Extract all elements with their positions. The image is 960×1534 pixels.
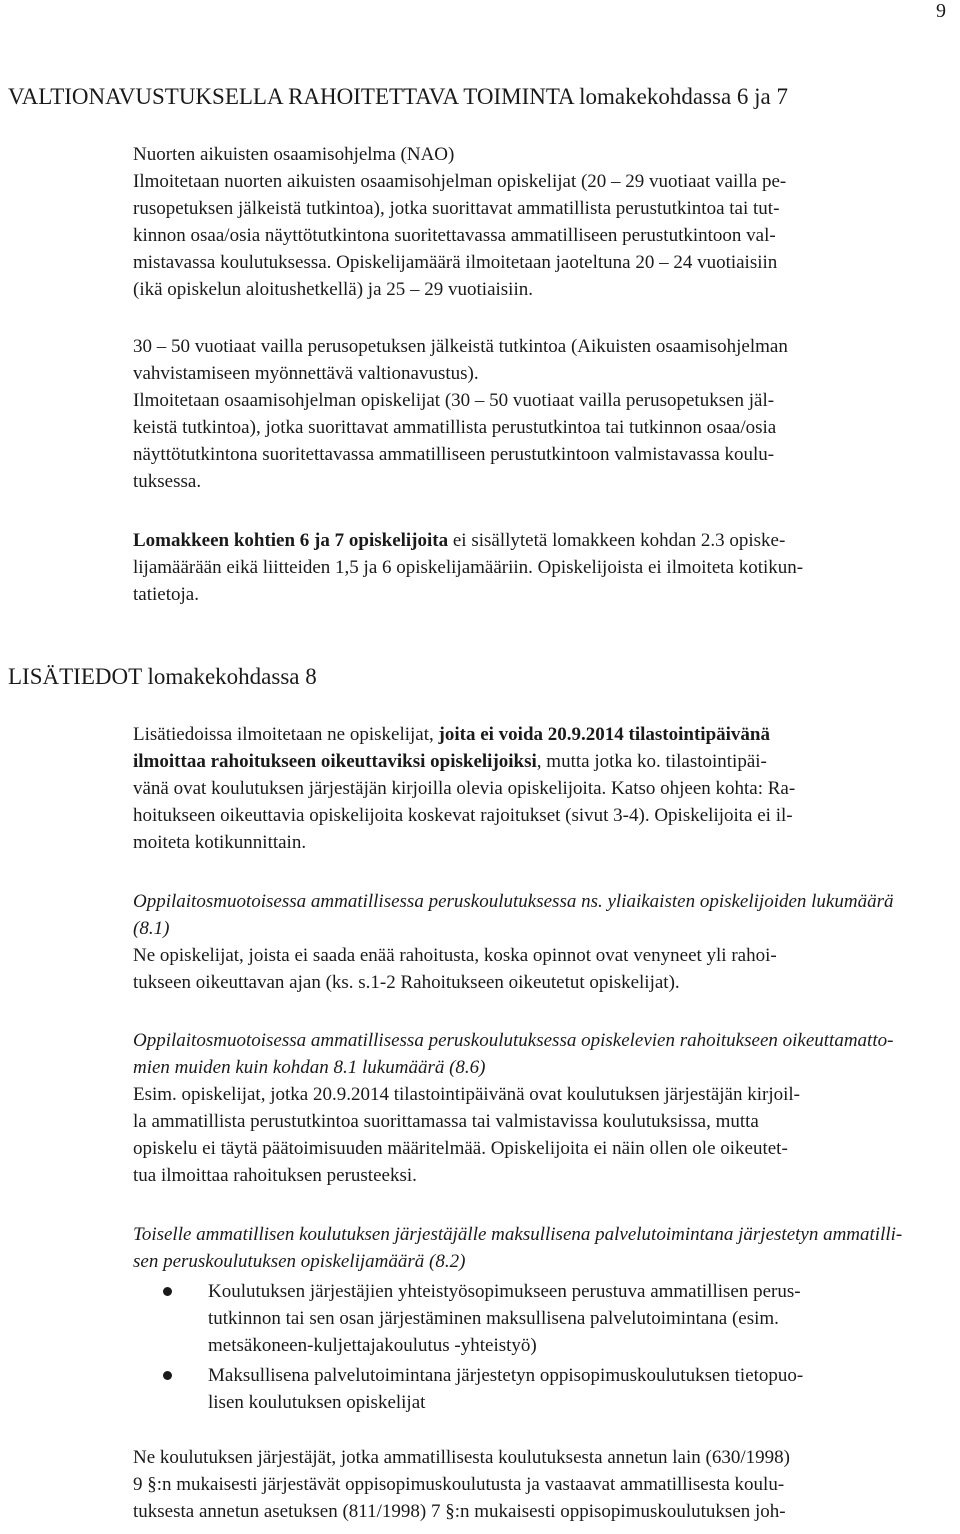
aikuisten-paragraph	[133, 333, 953, 495]
bold-phrase: joita ei voida 20.9.2014 tilastointipäivänä	[438, 724, 770, 745]
text-line: metsäkoneen-kuljettajakoulutus -yhteistyö)	[208, 1335, 537, 1356]
bullet-list	[133, 1278, 953, 1416]
text-line: lijamäärään eikä liitteiden 1,5 ja 6 opiskelijamääriin. Opiskelijoista ei ilmoiteta kotikun-	[133, 557, 804, 578]
lomake-note-paragraph	[133, 527, 953, 608]
page-number: 9	[936, 0, 946, 22]
text-fragment: , mutta jotka ko. tilastointipäi-	[536, 751, 767, 772]
text-line: tukseen oikeuttavan ajan (ks. s.1-2 Rahoitukseen oikeutetut opiskelijat).	[133, 972, 680, 993]
text-line: Ilmoitetaan nuorten aikuisten osaamisohjelman opiskelijat (20 – 29 vuotiaat vailla pe-	[133, 171, 787, 192]
palvelutoiminta-subheading	[133, 1221, 953, 1275]
text-fragment: Lisätiedoissa ilmoitetaan ne opiskelijat,	[133, 724, 439, 745]
text-line: 9 §:n mukaisesti järjestävät oppisopimuskoulutusta ja vastaavat ammatillisesta koulu-	[133, 1474, 785, 1495]
text-line: hoitukseen oikeuttavia opiskelijoita koskevat rajoitukset (sivut 3-4). Opiskelijoita ei il-	[133, 805, 793, 826]
yliaikaiset-paragraph	[133, 888, 953, 996]
text-line: tuksessa.	[133, 471, 202, 492]
text-line: keistä tutkintoa), jotka suorittavat ammatillista perustutkintoa tai tutkinnon osaa/osia	[133, 417, 777, 438]
text-line: näyttötutkintona suoritettavassa ammatilliseen perustutkintoon valmistavassa koulu-	[133, 444, 775, 465]
subheading-line: (8.1)	[133, 918, 170, 939]
text-line	[133, 527, 953, 554]
final-paragraph	[133, 1444, 953, 1525]
text-line: 30 – 50 vuotiaat vailla perusopetuksen jälkeistä tutkintoa (Aikuisten osaamisohjelman	[133, 336, 788, 357]
bold-phrase: Lomakkeen kohtien 6 ja 7 opiskelijoita	[133, 530, 449, 551]
bullet-icon	[163, 1287, 172, 1296]
text-line: Maksullisena palvelutoimintana järjestetyn oppisopimuskoulutuksen tietopuo-	[208, 1365, 804, 1386]
text-line	[133, 748, 953, 775]
text-line: tua ilmoittaa rahoituksen perusteeksi.	[133, 1165, 417, 1186]
text-line: Esim. opiskelijat, jotka 20.9.2014 tilastointipäivänä ovat koulutuksen järjestäjän kirjoil-	[133, 1084, 800, 1105]
text-line: la ammatillista perustutkintoa suorittamassa tai valmistavissa koulutuksissa, mutta	[133, 1111, 759, 1132]
bullet-icon	[163, 1371, 172, 1380]
bold-phrase: ilmoittaa rahoitukseen oikeuttaviksi opiskelijoiksi	[133, 751, 537, 772]
list-item	[133, 1278, 953, 1359]
subheading-line: sen peruskoulutuksen opiskelijamäärä (8.2)	[133, 1251, 466, 1272]
text-line: Nuorten aikuisten osaamisohjelma (NAO)	[133, 144, 455, 165]
text-fragment: ei sisällytetä lomakkeen kohdan 2.3 opiske-	[448, 530, 786, 551]
subheading-line: mien muiden kuin kohdan 8.1 lukumäärä (8.6)	[133, 1057, 486, 1078]
text-line: Ne koulutuksen järjestäjät, jotka ammatillisesta koulutuksesta annetun lain (630/1998)	[133, 1447, 790, 1468]
text-line	[133, 721, 953, 748]
text-line: mistavassa koulutuksessa. Opiskelijamäärä ilmoitetaan jaoteltuna 20 – 24 vuotiaisiin	[133, 252, 778, 273]
text-line: (ikä opiskelun aloitushetkellä) ja 25 – 29 vuotiaisiin.	[133, 279, 533, 300]
text-line: Ne opiskelijat, joista ei saada enää rahoitusta, koska opinnot ovat venyneet yli rahoi-	[133, 945, 777, 966]
subheading-line: Oppilaitosmuotoisessa ammatillisessa peruskoulutuksessa ns. yliaikaisten opiskelijoiden lukumäärä	[133, 891, 894, 912]
text-line: Koulutuksen järjestäjien yhteistyösopimukseen perustuva ammatillisen perus-	[208, 1281, 801, 1302]
text-line: opiskelu ei täytä päätoimisuuden määritelmää. Opiskelijoita ei näin ollen ole oikeutet-	[133, 1138, 788, 1159]
section-heading-lisatiedot: LISÄTIEDOT lomakekohdassa 8	[8, 664, 317, 689]
subheading-line: Oppilaitosmuotoisessa ammatillisessa peruskoulutuksessa opiskelevien rahoitukseen oikeuttamatto-	[133, 1030, 894, 1051]
text-line: tutkinnon tai sen osan järjestäminen maksullisena palvelutoimintana (esim.	[208, 1308, 779, 1329]
nao-paragraph	[133, 141, 953, 303]
text-line: tatietoja.	[133, 584, 199, 605]
lisatiedot-paragraph	[133, 721, 953, 856]
text-line: vänä ovat koulutuksen järjestäjän kirjoilla olevia opiskelijoita. Katso ohjeen kohta: Ra-	[133, 778, 796, 799]
text-line: vahvistamiseen myönnettävä valtionavustus).	[133, 363, 479, 384]
subheading-line: Toiselle ammatillisen koulutuksen järjestäjälle maksullisena palvelutoimintana järjestetyn ammatilli-	[133, 1224, 903, 1245]
text-line: rusopetuksen jälkeistä tutkintoa), jotka suorittavat ammatillista perustutkintoa tai tut-	[133, 198, 780, 219]
text-line: Ilmoitetaan osaamisohjelman opiskelijat (30 – 50 vuotiaat vailla perusopetuksen jäl-	[133, 390, 775, 411]
oikeuttamattomat-paragraph	[133, 1027, 953, 1189]
text-line: kinnon osaa/osia näyttötutkintona suoritettavassa ammatilliseen perustutkintoon val-	[133, 225, 776, 246]
text-line: tuksesta annetun asetuksen (811/1998) 7 §:n mukaisesti oppisopimuskoulutuksen joh-	[133, 1501, 786, 1522]
section-heading-valtionavustus: VALTIONAVUSTUKSELLA RAHOITETTAVA TOIMINTA lomakekohdassa 6 ja 7	[8, 84, 789, 109]
text-line: lisen koulutuksen opiskelijat	[208, 1392, 426, 1413]
list-item	[133, 1362, 953, 1416]
text-line: moiteta kotikunnittain.	[133, 832, 307, 853]
